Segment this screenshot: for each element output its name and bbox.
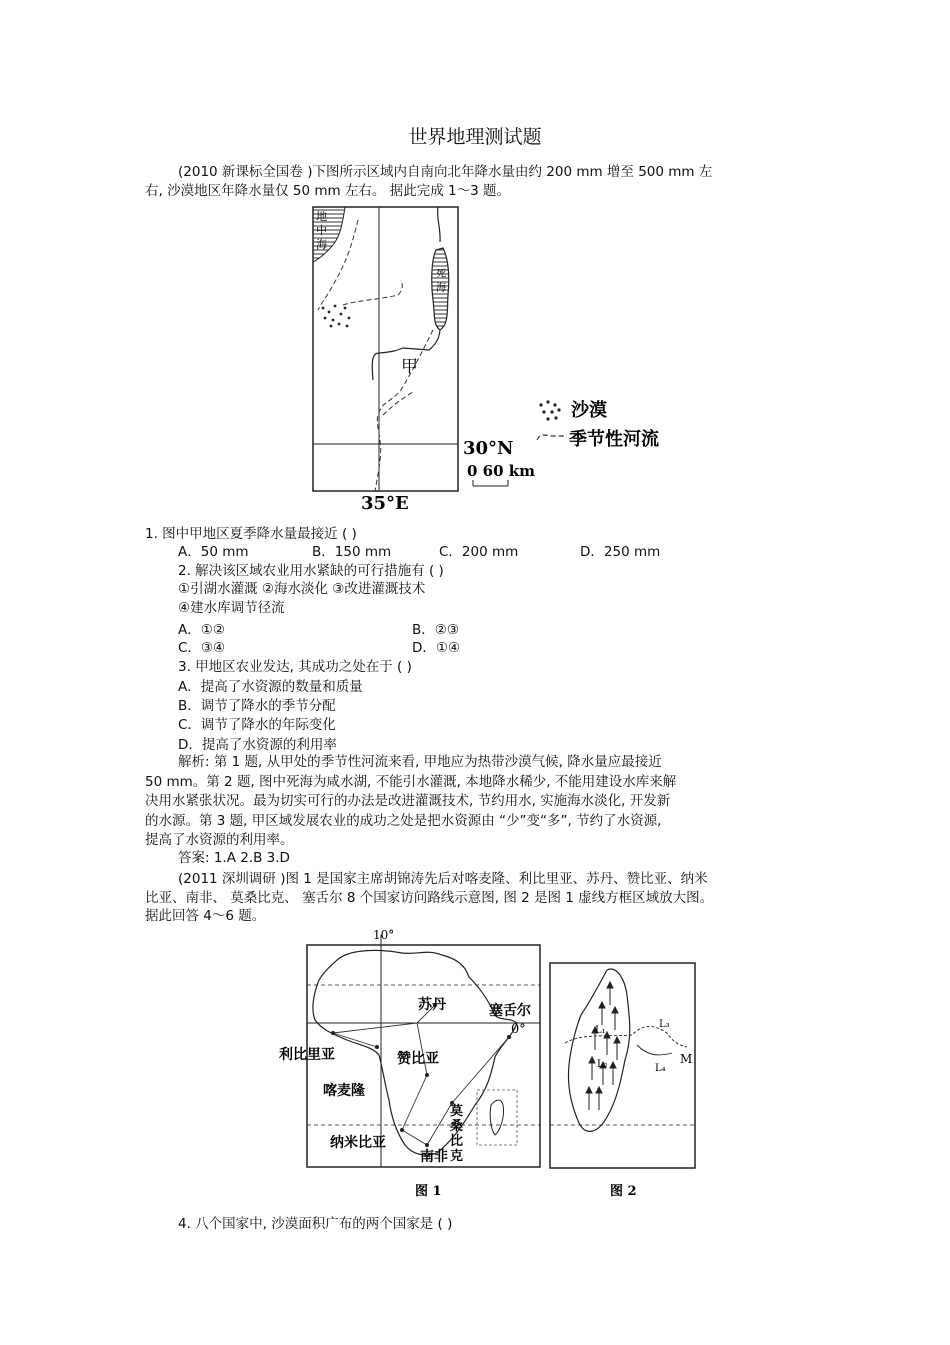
intro2-line1: (2011 深圳调研 )图 1 是国家主席胡锦涛先后对喀麦隆、利比里亚、苏丹、赞比亚、纳米: [178, 871, 708, 887]
label-zambia: 赞比亚: [397, 1051, 439, 1067]
lon-35e-label: 35°E: [361, 493, 409, 514]
map1-figure: [303, 200, 679, 515]
label-sudan: 苏丹: [418, 997, 446, 1013]
sea-label-2: 中: [316, 224, 327, 237]
q3-stem: 3. 甲地区农业发达, 其成功之处在于 ( ): [178, 659, 412, 675]
q1-option-d: D．250 mm: [580, 544, 661, 560]
fig1-caption: 图 1: [415, 1184, 442, 1199]
legend-desert-label: 沙漠: [571, 400, 607, 421]
q3-option-b: B．调节了降水的季节分配: [178, 698, 336, 714]
label-mozambique-1: 莫: [450, 1104, 464, 1119]
analysis-line1: 解析: 第 1 题, 从甲处的季节性河流来看, 甲地应为热带沙漠气候, 降水量应最接近: [178, 754, 662, 770]
q3-option-a: A．提高了水资源的数量和质量: [178, 679, 363, 695]
intro2-line2: 比亚、南非、 莫桑比克、 塞舌尔 8 个国家访问路线示意图, 图 2 是图 1 虚线方框区域放大图。: [145, 890, 714, 906]
lat-30n-label: 30°N: [463, 438, 514, 459]
label-liberia: 利比里亚: [279, 1047, 335, 1063]
q2-option-a: A．①②: [178, 622, 225, 638]
q2-stem: 2. 解决该区域农业用水紧缺的可行措施有 ( ): [178, 563, 444, 579]
q1-option-b: B．150 mm: [312, 544, 392, 560]
label-south-africa: 南非: [420, 1149, 448, 1165]
q2-option-b: B．②③: [412, 622, 459, 638]
scale-label: 0 60 km: [467, 462, 536, 480]
q3-option-d: D．提高了水资源的利用率: [178, 737, 337, 753]
q2-items-line1: ①引湖水灌溉 ②海水淡化 ③改进灌溉技术: [178, 581, 426, 597]
analysis-line2: 50 mm。第 2 题, 图中死海为咸水湖, 不能引水灌溉, 本地降水稀少, 不能用建设水库来解: [145, 774, 677, 790]
legend-river-label: 季节性河流: [569, 429, 659, 450]
q1-option-c: C．200 mm: [439, 544, 519, 560]
label-mozambique-3: 比: [450, 1134, 464, 1149]
dead-sea-label-2: 海: [436, 283, 446, 294]
label-mozambique-4: 克: [450, 1149, 464, 1164]
q2-items-line2: ④建水库调节径流: [178, 600, 285, 616]
answer-line: 答案: 1.A 2.B 3.D: [178, 850, 290, 866]
label-l2: L₂: [597, 1059, 608, 1070]
q1-option-a: A．50 mm: [178, 544, 249, 560]
q2-option-c: C．③④: [178, 640, 226, 656]
analysis-line5: 提高了水资源的利用率。: [145, 832, 294, 848]
label-mozambique-2: 桑: [450, 1119, 464, 1134]
label-l4: L₄: [655, 1063, 666, 1074]
q3-option-c: C．调节了降水的年际变化: [178, 717, 336, 733]
sea-label-3: 海: [316, 238, 327, 251]
analysis-line4: 的水源。第 3 题, 甲区域发展农业的成功之处是把水资源由 “少”变“多”, 节约了水资源,: [145, 813, 662, 829]
q1-stem: 1. 图中甲地区夏季降水量最接近 ( ): [145, 526, 357, 542]
intro1-line2: 右, 沙漠地区年降水量仅 50 mm 左右。 据此完成 1～3 题。: [145, 183, 510, 199]
intro2-line3: 据此回答 4～6 题。: [145, 908, 266, 924]
label-m: M: [680, 1052, 693, 1066]
page-title: 世界地理测试题: [408, 126, 542, 148]
analysis-line3: 决用水紧张状况。最为切实可行的办法是改进灌溉技术, 节约用水, 实施海水淡化, 开发新: [145, 793, 671, 809]
label-l3: L₃: [659, 1019, 670, 1030]
label-cameroon: 喀麦隆: [323, 1083, 365, 1099]
label-seychelles: 塞舌尔: [489, 1003, 531, 1019]
jia-label: 甲: [401, 357, 418, 377]
label-l1: L₁: [595, 1025, 606, 1036]
lon-10-label: 10°: [373, 928, 395, 942]
dead-sea-label-1: 死: [436, 269, 446, 280]
fig2-caption: 图 2: [610, 1184, 637, 1199]
q4-stem: 4. 八个国家中, 沙漠面积广布的两个国家是 ( ): [178, 1216, 453, 1232]
sea-label-1: 地: [316, 210, 327, 223]
q2-option-d: D．①④: [412, 640, 461, 656]
map2-figure: [277, 925, 705, 1205]
equator-label: 0°: [511, 1022, 526, 1037]
intro1-line1: (2010 新课标全国卷 )下图所示区域内自南向北年降水量由约 200 mm 增至 500 mm 左: [178, 164, 713, 180]
label-namibia: 纳米比亚: [330, 1135, 386, 1151]
